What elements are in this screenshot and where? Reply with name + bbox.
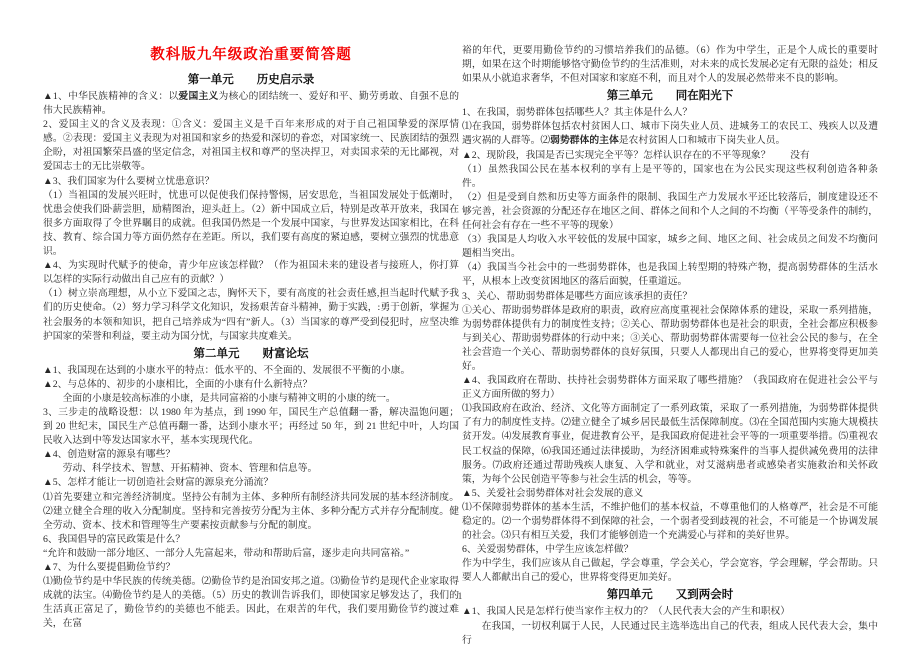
document-title: 教科版九年级政治重要简答题 [150, 47, 352, 63]
paragraph: “允许和鼓励一部分地区、一部分人先富起来，带动和帮助后富，逐步走向共同富裕。” [43, 547, 410, 559]
bold-text-run: 爱国主义 [178, 91, 219, 102]
unit-heading: 第一单元 历史启示录 [187, 74, 315, 86]
unit-heading: 第三单元 同在阳光下 [606, 90, 734, 103]
paragraph: 1、在我国，弱势群体包括哪些人？其主体是什么人？ [462, 107, 693, 119]
paragraph: ▲1、我国人民是怎样行使当家作主权力的？（人民代表大会的产生和职权） [462, 606, 791, 618]
text-run: 是农村贫困人口和城市下岗失业人员。 [618, 135, 786, 147]
paragraph: （1）当祖国的发展兴旺时，忧患可以促使我们保持警惕，居安思危，当祖国发展处于低潮时，忧患会使我们卧薪尝胆，励精图治，迎头赶上。（2）新中国成立后，特别是改革开放来，我国在很多方面取得了令世界瞩目的成就。但我国仍然是一个发展中国家，与世界发达国家相比，在科技、教育、综合国力等方面仍然存在差距。所以，我们要有高度的紧迫感，要树立强烈的忧患意识。 [43, 189, 459, 258]
paragraph: （2）但是受到自然和历史等方面条件的限制、我国生产力发展水平还比较落后，制度建设还不够完善，社会资源的分配还存在地区之间、群体之间和个人之间的不均衡（平等受条件的制约，任何社会有存在一些不平等的现象） [462, 191, 878, 232]
paragraph: ⑴我国政府在政治、经济、文化等方面制定了一系列政策，采取了一系列措施，为弱势群体提供了有力的制度性支持。⑵建立健全了城乡居民最低生活保障制度。⑶在全国范围内实施大规模扶贫开发。⑷发展教育事业，促进教育公平，是我国政府促进社会平等的一项重要举措。⑸重视农民工权益的保障，⑹我国还通过法律援助，为经济困难或特殊案件的当事人提供减免费用的法律服务。⑺政府还通过帮助残疾人康复、入学和就业，对艾滋病患者或感染者实施救治和关怀政策，为每个公民创造平等参与社会生活的机会，等等。 [462, 403, 878, 485]
paragraph: ▲4、创造财富的源泉有哪些？ [43, 449, 176, 461]
paragraph: 3、三步走的战略设想：以 1980 年为基点，到 1990 年，国民生产总值翻一番，解决温饱问题；到 20 世纪末，国民生产总值再翻一番，达到小康水平；再经过 50 年，到 21 世纪中叶，人均国民收入达到中等发达国家水平，基本实现现代化。 [43, 406, 459, 447]
paragraph: 6、我国倡导的富民政策是什么？ [43, 533, 186, 545]
paragraph: ▲1、我国现在达到的小康水平的特点：低水平的、不全面的、发展很不平衡的小康。 [43, 364, 411, 376]
right-column-content [462, 44, 878, 648]
text-run: ⑴在我国，弱势群体包括农村贫困人口、城市下岗失业人员、进城务工的农民工、残疾人以及遭遇灾祸的人群等。⑵ [462, 121, 878, 147]
bold-text-run: 弱势群体的主体 [550, 135, 619, 147]
paragraph [43, 90, 459, 118]
paragraph: ▲4、我国政府在帮助、扶持社会弱势群体方面采取了哪些措施？（我国政府在促进社会公平与正义方面所做的努力） [462, 375, 878, 401]
paragraph: ▲5、怎样才能让一切创造社会财富的源泉充分涌流？ [43, 477, 274, 489]
paragraph: （1）虽然我国公民在基本权利的享有上是平等的，国家也在为公民实现这些权利创造各种条件。 [462, 163, 878, 189]
unit-heading: 第二单元 财富论坛 [193, 347, 309, 360]
paragraph: ⑴勤俭节约是中华民族的传统美德。⑵勤俭节约是治国安邦之道。⑶勤俭节约是现代企业家取得成就的法宝。⑷勤俭节约是人的美德。（5）历史的教训告诉我们，即使国家足够发达了，我们的生活真正富足了，勤俭节约的美德也不能丢。因此，在艰苦的年代，我们要用勤俭节约渡过难关，在富 [43, 576, 459, 630]
unit-heading: 第四单元 又到两会时 [606, 589, 734, 602]
paragraph: （3）我国是人均收入水平较低的发展中国家，城乡之间、地区之间、社会成员之间发不均衡问题相当突出。 [462, 234, 878, 260]
right-column [462, 44, 878, 648]
paragraph: 全面的小康是较高标准的小康，是共同富裕的小康与精神文明的小康的统一。 [62, 392, 396, 404]
paragraph: ▲2、与总体的、初步的小康相比，全面的小康有什么新特点？ [43, 378, 313, 390]
paragraph: ▲7、为什么要提倡勤俭节约？ [43, 562, 176, 573]
paragraph: 在我国，一切权利属于人民，人民通过民主选举选出自己的代表，组成人民代表大会，集中行 [462, 620, 878, 646]
paragraph: ▲3、我们国家为什么要树立忧患意识？ [43, 175, 215, 187]
paragraph: ▲2、现阶段，我国是否已实现完全平等？怎样认识存在的不平等现象？ 没有 [462, 149, 810, 161]
paragraph: ⑴首先要建立和完善经济制度。坚持公有制为主体、多种所有制经济共同发展的基本经济制度。⑵建立健全合理的收入分配制度。坚持和完善按劳分配为主体、多种分配方式并存分配制度。健全劳动、资本、技术和管理等生产要素按贡献参与分配的制度。 [43, 491, 459, 531]
left-column-content [43, 73, 459, 631]
text-run: ▲1、中华民族精神的含义：以 [43, 91, 179, 102]
paragraph: ①关心、帮助弱势群体是政府的职责，政府应高度重视社会保障体系的建设，采取一系列措施，为弱势群体提供有力的制度性支持；②关心、帮助弱势群体也是社会的职责，全社会都应积极参与到关心、帮助弱势群体的行动中来；③关心、帮助弱势群体需要每一位社会公民的参与，在全社会营造一个关心、帮助弱势群体的良好氛围，只要人人都现出自己的爱心，世界将变得更加美好。 [462, 304, 878, 372]
page-number: 1 [457, 592, 463, 602]
paragraph: 3、关心、帮助弱势群体是哪些方面应该承担的责任？ [462, 290, 693, 302]
paragraph: 6、关爱弱势群体，中学生应该怎样做？ [462, 544, 634, 556]
paragraph: 2、爱国主义的含义及表现：①含义：爱国主义是千百年来形成的对于自己祖国挚爱的深厚情感。②表现：爱国主义表现为对祖国和家乡的热爱和深切的眷恋，对国家统一、民族团结的强烈企盼，对祖国繁荣昌盛的坚定信念，对祖国主权和尊严的坚决捍卫，对卖国求荣的无比鄙视，对爱国志士的无比崇敬等。 [43, 119, 459, 173]
paragraph: 劳动、科学技术、智慧、开拓精神、资本、管理和信息等。 [62, 463, 318, 475]
text-run: 为核心的团结统一、爱好和平、勤劳勇敢、自强不息的伟大民族精神。 [43, 91, 460, 117]
paragraph: ▲5、关爱社会弱势群体对社会发展的意义 [462, 487, 644, 499]
paragraph: ⑴不保障弱势群体的基本生活，不维护他们的基本权益，不尊重他们的人格尊严，社会是不可能稳定的。⑵一个弱势群体得不到保障的社会，一个弱者受到歧视的社会，不可能是一个协调发展的社会。⑶只有相互关爱，我们才能够创造一个充满爱心与祥和的美好世界。 [462, 501, 878, 542]
paragraph: ▲4、为实现时代赋予的使命，青少年应该怎样做？（作为祖国未来的建设者与接班人，你打算以怎样的实际行动做出自己应有的贡献？） [43, 260, 459, 286]
left-column [43, 44, 459, 631]
paragraph: （4）我国当今社会中的一些弱势群体，也是我国上转型期的特殊产物，提高弱势群体的生活水平，从根本上改变贫困地区的落后面貌，任重道远。 [462, 262, 878, 288]
paragraph: 作为中学生，我们应该从自己做起，学会尊重，学会关心，学会宽容，学会理解，学会帮助。只要人人都献出自己的爱心，世界将变得更加美好。 [462, 558, 878, 584]
paragraph: （1）树立崇高理想，从小立下爱国之志，胸怀天下，要有高度的社会责任感,担当起时代赋予我们的历史使命。（2）努力学习科学文化知识，发扬艰苦奋斗精神，勤于实践，:勇于创新，掌握为社会服务的本领和知识，把自己培养成为“四有”新人。（3）当国家的尊严受到侵犯时，应坚决维护国家的荣誉和利益，要主动为国分忧，与国家共度难关。 [43, 288, 459, 342]
paragraph: 裕的年代，更要用勤俭节约的习惯培养我们的品德。（6）作为中学生，正是个人成长的重要时期，如果在这个时期能够恪守勤俭节约的生活准则，对未来的成长发展必定有无限的益处；相反如果从小就追求奢华，不但对国家和家庭不利，而且对个人的发展必然带来不良的影响。 [462, 45, 878, 85]
paragraph [462, 120, 878, 148]
